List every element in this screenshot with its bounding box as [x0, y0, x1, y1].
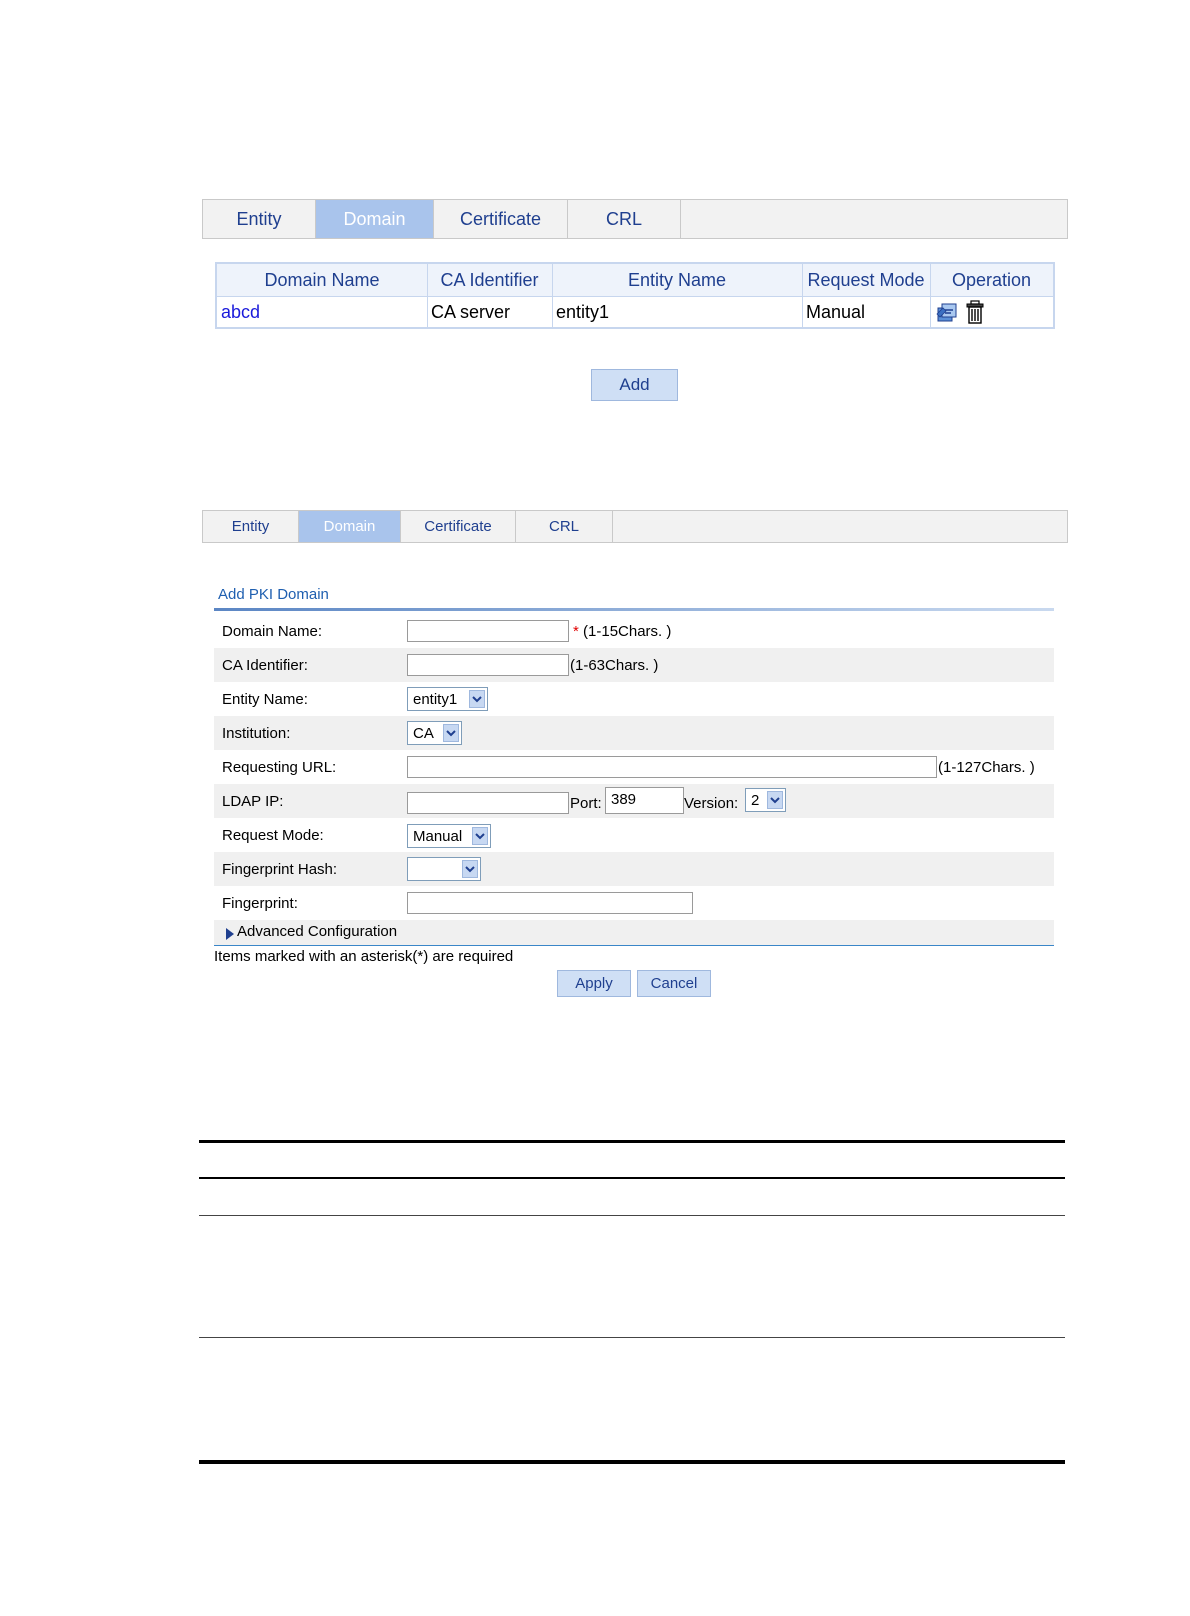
tab-crl-2[interactable]: CRL	[516, 511, 613, 542]
version-value: 2	[751, 791, 760, 809]
entity-name-value: entity1	[413, 690, 458, 708]
table-header-rule	[199, 1177, 1065, 1179]
ca-identifier-input[interactable]	[407, 654, 569, 676]
entity-name-label: Entity Name:	[222, 690, 308, 708]
domain-name-hint-text: (1-15Chars. )	[583, 622, 672, 640]
required-mark: *	[573, 622, 579, 640]
row-domain-name	[214, 614, 1054, 648]
tab-entity-2[interactable]: Entity	[203, 511, 299, 542]
ca-identifier-cell: CA server	[431, 301, 511, 322]
institution-label: Institution:	[222, 724, 291, 742]
delete-icon[interactable]	[965, 300, 985, 324]
chevron-down-icon	[443, 724, 459, 742]
advanced-configuration-label: Advanced Configuration	[237, 923, 398, 940]
table-row-rule-2	[199, 1337, 1065, 1338]
request-mode-label: Request Mode:	[222, 826, 324, 844]
fingerprint-hash-select[interactable]	[407, 857, 481, 881]
table-top-rule	[199, 1140, 1065, 1143]
ldap-ip-label: LDAP IP:	[222, 792, 284, 810]
fingerprint-input[interactable]	[407, 892, 693, 914]
fingerprint-hash-label: Fingerprint Hash:	[222, 860, 338, 878]
ca-identifier-hint: (1-63Chars. )	[570, 656, 659, 674]
tab-domain[interactable]: Domain	[316, 200, 434, 238]
institution-select[interactable]	[407, 721, 462, 745]
row-institution	[214, 716, 1054, 750]
port-label: Port:	[570, 794, 602, 812]
tab-domain-2[interactable]: Domain	[299, 511, 401, 542]
port-input[interactable]: 389	[605, 787, 684, 814]
form-title: Add PKI Domain	[218, 586, 329, 603]
add-button[interactable]: Add	[591, 369, 678, 401]
tab-certificate-2[interactable]: Certificate	[401, 511, 516, 542]
institution-value: CA	[413, 724, 434, 742]
table-row-rule-1	[199, 1215, 1065, 1216]
domain-name-link[interactable]: abcd	[221, 301, 261, 322]
row-fingerprint	[214, 886, 1054, 920]
domain-name-label: Domain Name:	[222, 622, 323, 640]
chevron-down-icon	[472, 827, 488, 845]
entity-name-cell: entity1	[556, 301, 610, 322]
row-request-mode	[214, 818, 1054, 852]
domain-name-hint	[573, 620, 671, 642]
header-ca-identifier: CA Identifier	[440, 269, 539, 290]
expand-arrow-icon	[226, 927, 234, 939]
request-mode-cell: Manual	[806, 301, 866, 322]
row-ca-identifier	[214, 648, 1054, 682]
form-title-divider	[214, 608, 1054, 611]
entity-name-select[interactable]	[407, 687, 488, 711]
header-entity-name: Entity Name	[627, 269, 727, 290]
row-requesting-url	[214, 750, 1054, 784]
top-tab-bar	[202, 199, 1068, 239]
tab-certificate[interactable]: Certificate	[434, 200, 568, 238]
apply-button[interactable]: Apply	[557, 970, 631, 997]
chevron-down-icon	[767, 791, 783, 809]
request-mode-select[interactable]	[407, 824, 491, 848]
edit-icon[interactable]	[935, 300, 959, 324]
row-ldap-ip	[214, 784, 1054, 818]
requesting-url-label: Requesting URL:	[222, 758, 337, 776]
row-entity-name	[214, 682, 1054, 716]
requesting-url-hint: (1-127Chars. )	[938, 758, 1035, 776]
header-domain-name: Domain Name	[264, 269, 380, 290]
header-request-mode: Request Mode	[807, 269, 925, 290]
chevron-down-icon	[469, 690, 485, 708]
ldap-ip-input[interactable]	[407, 792, 569, 814]
chevron-down-icon	[462, 860, 478, 878]
requesting-url-input[interactable]	[407, 756, 937, 778]
tab-entity[interactable]: Entity	[203, 200, 316, 238]
row-fingerprint-hash	[214, 852, 1054, 886]
cancel-button[interactable]: Cancel	[637, 970, 711, 997]
fingerprint-label: Fingerprint:	[222, 894, 298, 912]
request-mode-value: Manual	[413, 827, 463, 845]
required-note: Items marked with an asterisk(*) are required	[214, 948, 514, 965]
domain-table	[215, 262, 1055, 329]
domain-name-input[interactable]	[407, 620, 569, 642]
form-tab-bar	[202, 510, 1068, 543]
ca-identifier-label: CA Identifier:	[222, 656, 308, 674]
version-select[interactable]	[745, 788, 786, 812]
tab-crl[interactable]: CRL	[568, 200, 681, 238]
advanced-configuration-toggle[interactable]	[214, 920, 1054, 946]
table-bottom-rule	[199, 1460, 1065, 1464]
header-operation: Operation	[951, 269, 1032, 290]
version-label: Version:	[684, 794, 739, 812]
